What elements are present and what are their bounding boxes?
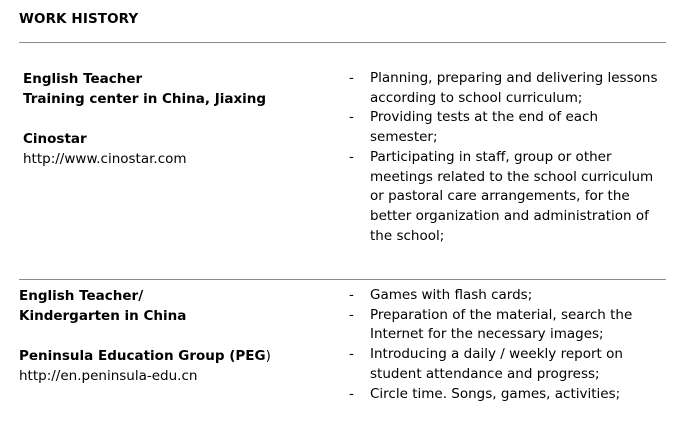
job-entry-cinostar [23,69,266,169]
section-divider [19,42,666,43]
duty-item: - Planning, preparing and delivering lessons according to school curriculum; [349,69,669,108]
spacer [19,326,271,346]
employer-name-suffix: ) [265,348,271,364]
spacer [23,109,266,129]
section-title: WORK HISTORY [19,11,139,27]
duty-item: - Introducing a daily / weekly report on student attendance and progress; [349,345,669,384]
duty-item: - Circle time. Songs, games, activities; [349,385,669,405]
duties-list-cinostar [349,69,669,246]
employer-line [19,346,271,366]
employer-name: Cinostar [23,131,87,147]
job-position: English Teacher/ [19,288,144,304]
employer-url: http://en.peninsula-edu.cn [19,368,198,384]
duty-item: - Games with flash cards; [349,286,669,306]
duties-list-peg [349,286,669,404]
employer-url: http://www.cinostar.com [23,151,187,167]
employer-name: Peninsula Education Group (PEG [19,348,266,364]
job-location: Kindergarten in China [19,308,187,324]
duty-item: - Preparation of the material, search the Internet for the necessary images; [349,306,669,345]
duty-item: - Participating in staff, group or other meetings related to the school curriculum or pastoral care arrangements, for the better organization and administration of the school; [349,148,669,247]
job-entry-peg [19,286,271,386]
job-location: Training center in China, Jiaxing [23,91,267,107]
duty-item: - Providing tests at the end of each semester; [349,108,669,147]
job-position: English Teacher [23,71,143,87]
job-divider [19,279,666,280]
